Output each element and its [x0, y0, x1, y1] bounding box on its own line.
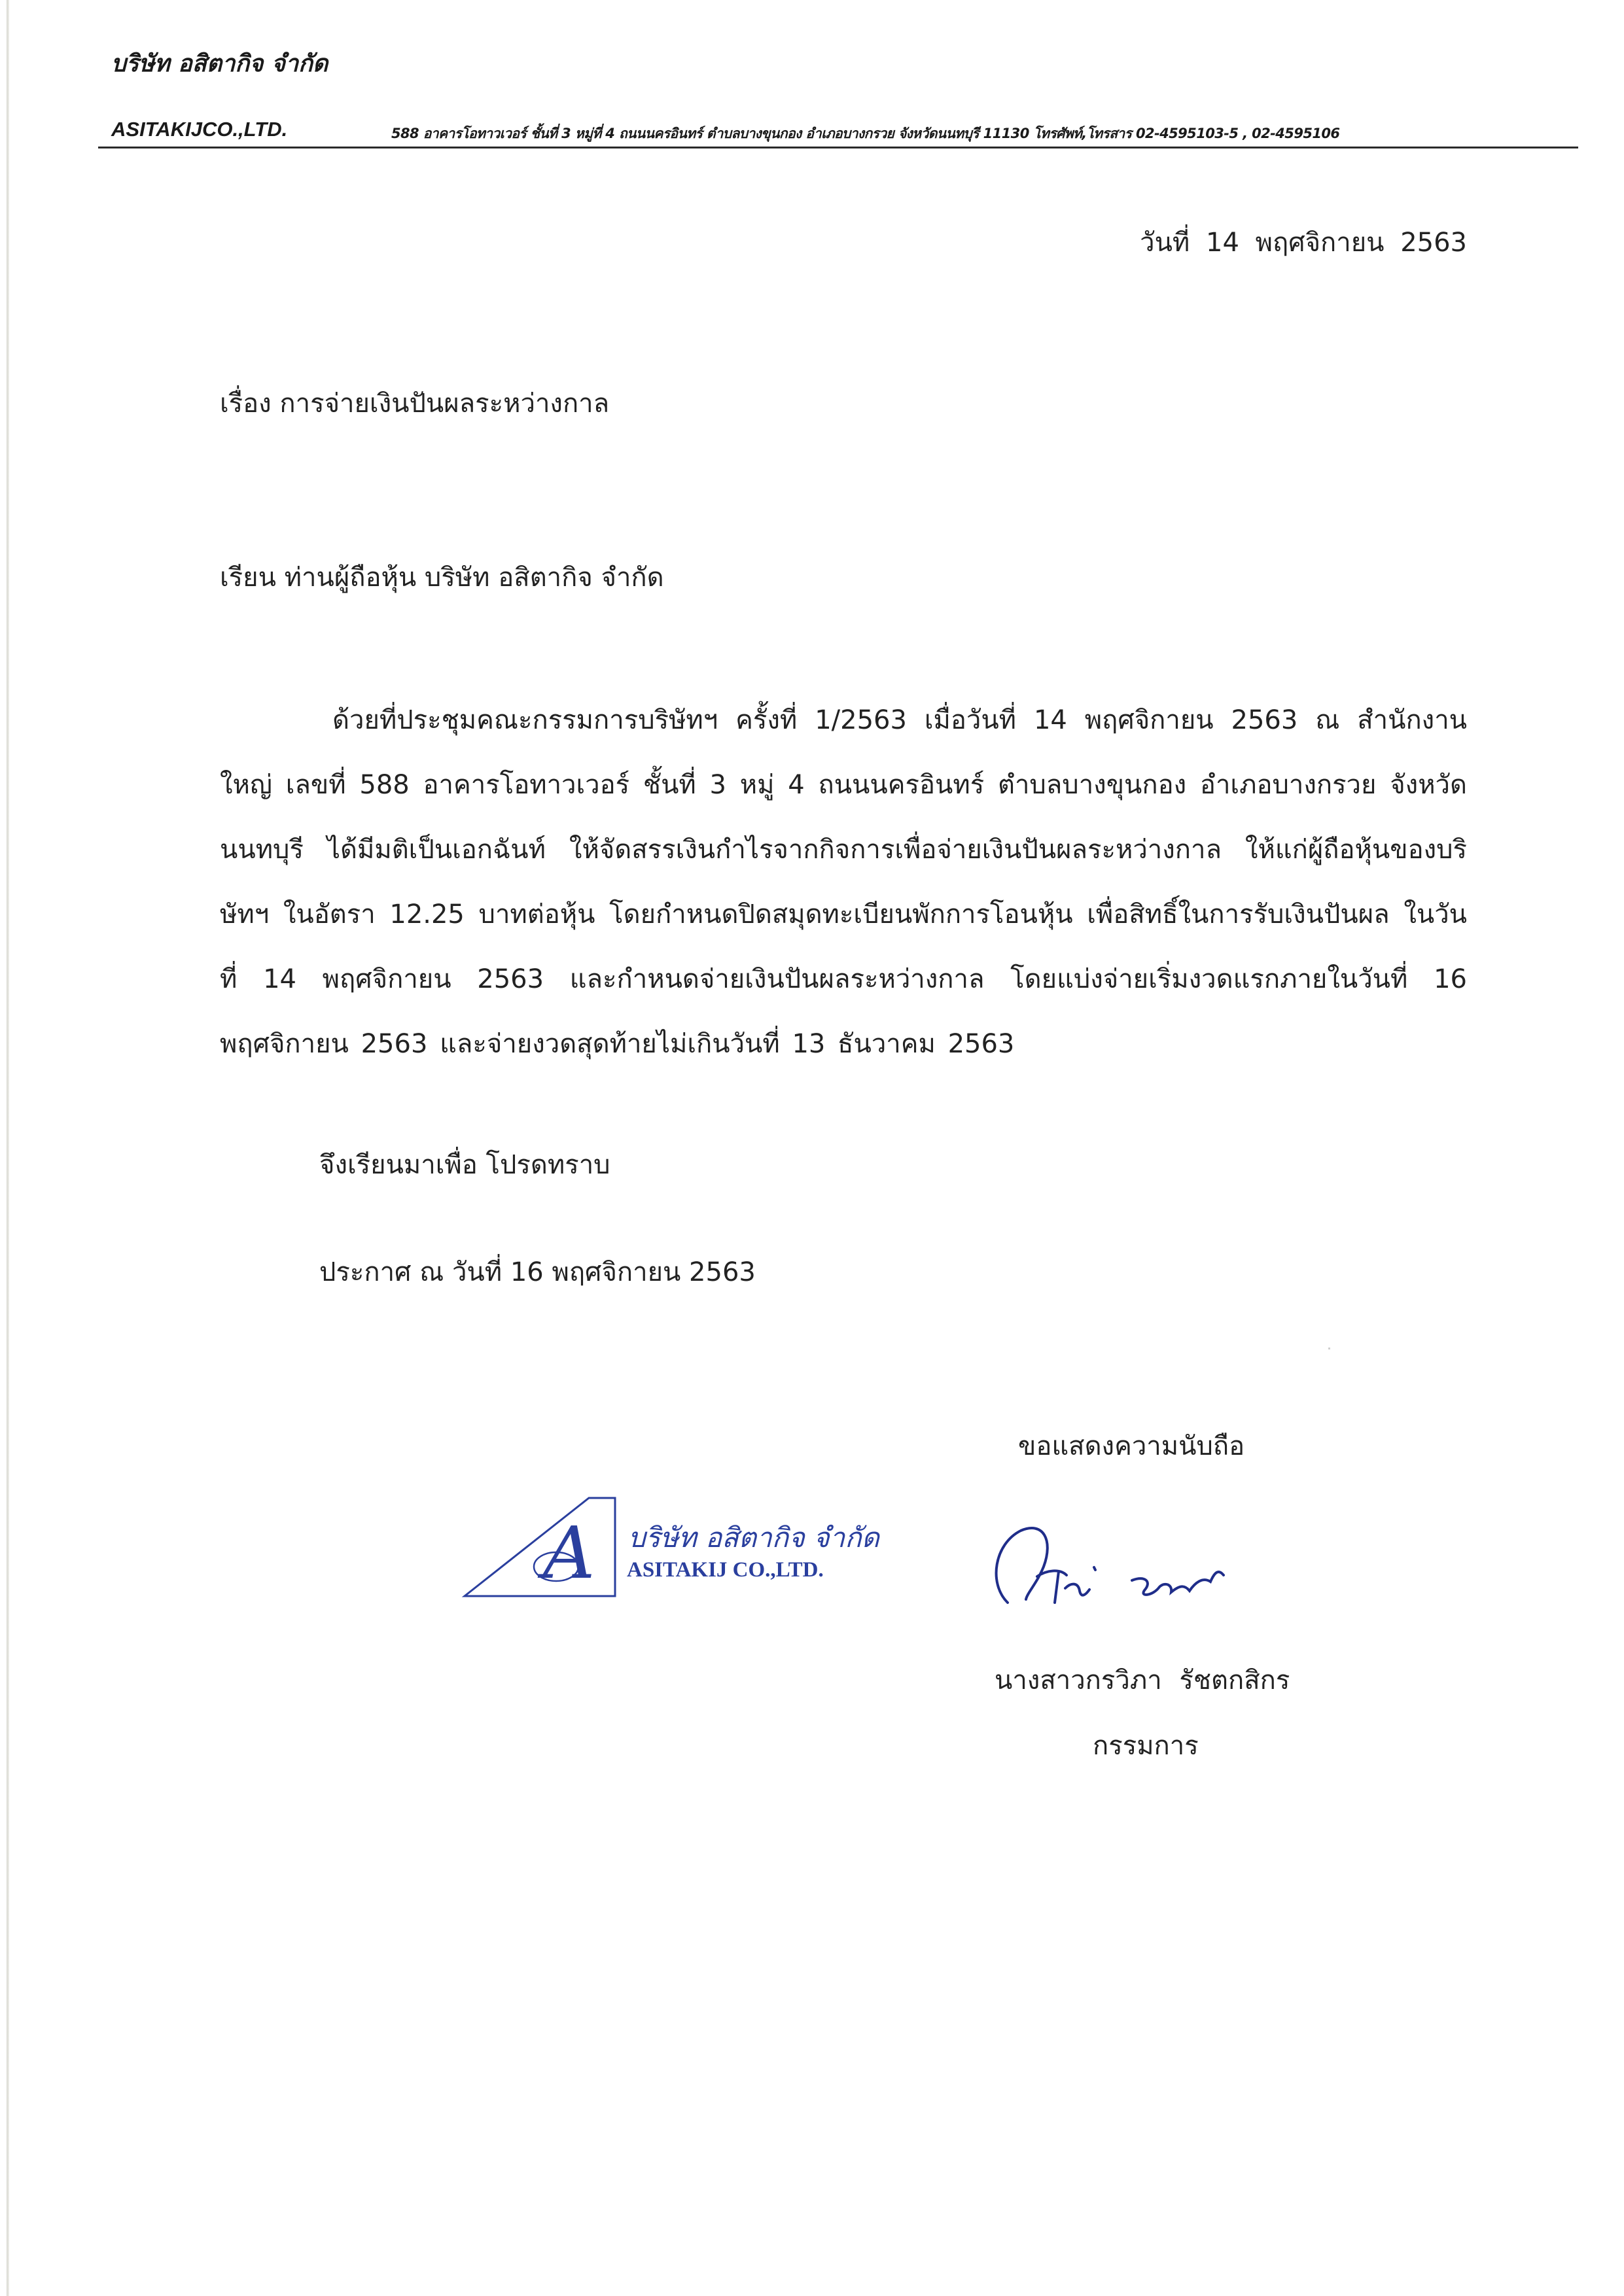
company-name-english: ASITAKIJCO.,LTD. [111, 118, 288, 141]
letter-salutation: เรียน ท่านผู้ถือหุ้น บริษัท อสิตากิจ จำกัด [220, 563, 664, 593]
letter-closing: จึงเรียนมาเพื่อ โปรดทราบ [319, 1150, 610, 1180]
stamp-name-thai: บริษัท อสิตากิจ จำกัด [628, 1522, 879, 1554]
scan-artifact [1328, 1348, 1330, 1349]
letter-subject: เรื่อง การจ่ายเงินปันผลระหว่างกาล [220, 389, 610, 419]
stamp-logo-letter: A [543, 1511, 595, 1595]
letter-body [220, 688, 1467, 1077]
company-address: 588 อาคารโอทาวเวอร์ ชั้นที่ 3 หมู่ที่ 4 ถนนนครอินทร์ ตำบลบางขุนกอง อำเภอบางกรวย จังหวัดนนทบุรี 11130 โทรศัพท์,โทรสาร 02-4595103-5 , 02-4595106 [391, 126, 1340, 141]
signer-name: นางสาวกรวิภา รัชตกสิกร [995, 1665, 1290, 1696]
company-name-thai: บริษัท อสิตากิจ จำกัด [111, 50, 328, 77]
regards-line: ขอแสดงความนับถือ [1018, 1431, 1245, 1461]
announcement-date: ประกาศ ณ วันที่ 16 พฤศจิกายน 2563 [319, 1257, 756, 1287]
page-margin-line [7, 0, 9, 2296]
signer-title: กรรมการ [1093, 1731, 1199, 1761]
letter-date: วันที่ 14 พฤศจิกายน 2563 [1140, 228, 1467, 258]
handwritten-signature [981, 1505, 1256, 1616]
stamp-name-english: ASITAKIJ CO.,LTD. [627, 1558, 824, 1582]
letterhead-rule [98, 147, 1578, 148]
body-paragraph: ด้วยที่ประชุมคณะกรรมการบริษัทฯ ครั้งที่ 1/2563 เมื่อวันที่ 14 พฤศจิกายน 2563 ณ สำนักงานใหญ่ เลขที่ 588 อาคารโอทาวเวอร์ ชั้นที่ 3 หมู่ 4 ถนนนครอินทร์ ตำบลบางขุนกอง อำเภอบางกรวย จังหวัดนนทบุรี ได้มีมติเป็นเอกฉันท์ ให้จัดสรรเงินกำไรจากกิจการเพื่อจ่ายเงินปันผลระหว่างกาล ให้แก่ผู้ถือหุ้นของบริษัทฯ ในอัตรา 12.25 บาทต่อหุ้น โดยกำหนดปิดสมุดทะเบียนพักการโอนหุ้น เพื่อสิทธิ์ในการรับเงินปันผล ในวันที่ 14 พฤศจิกายน 2563 และกำหนดจ่ายเงินปันผลระหว่างกาล โดยแบ่งจ่ายเริ่มงวดแรกภายในวันที่ 16 พฤศจิกายน 2563 และจ่ายงวดสุดท้ายไม่เกินวันที่ 13 ธันวาคม 2563 [220, 705, 1467, 1059]
